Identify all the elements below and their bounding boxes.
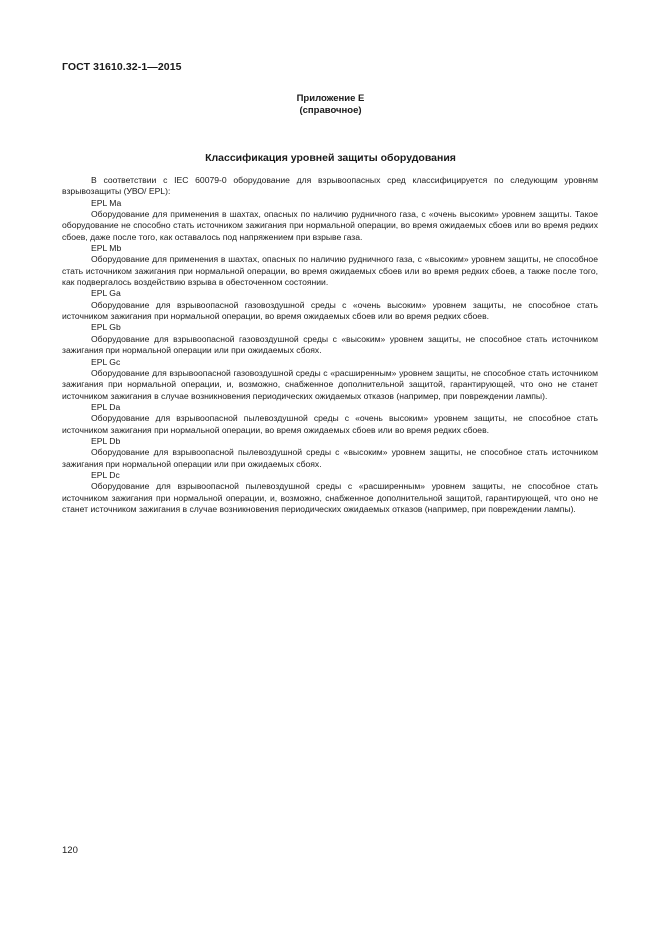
level-description: Оборудование для взрывоопасной пылевоздушной среды с «расширенным» уровнем защиты, не способное стать источником зажигания при нормальной операции, и, возможно, снабженное дополнительной защитой, гарантирующей, что оно не станет источником зажигания в случае возникновения периодических ожидаемых отказов (например, при повреждении лампы). <box>62 481 598 514</box>
level-description: Оборудование для применения в шахтах, опасных по наличию рудничного газа, с «очень высоким» уровнем защиты. Такое оборудование не способно стать источником зажигания при нормальной операции, во время ожидаемых сбоев или во время редких сбоев, даже после того, как оставалось под напряжением при взрыве газа. <box>62 209 598 242</box>
level-description: Оборудование для взрывоопасной пылевоздушной среды с «высоким» уровнем защиты, не способное стать источником зажигания при нормальной операции или при ожидаемых сбоях. <box>62 447 598 469</box>
level-description: Оборудование для применения в шахтах, опасных по наличию рудничного газа, с «высоким» уровнем защиты, не способное стать источником зажигания при нормальной операции, во время ожидаемых сбоев или во время редких сбоев, а также после того, как подвергалось воздействию взрыва в обесточенном состоянии. <box>62 254 598 288</box>
level-code: EPL Mb <box>91 243 122 254</box>
level-code: EPL Dc <box>91 469 120 480</box>
appendix-title: Приложение Е <box>296 93 365 104</box>
level-description: Оборудование для взрывоопасной пылевоздушной среды с «очень высоким» уровнем защиты, не способное стать источником зажигания при нормальной операции, во время ожидаемых сбоев или во время редких сбоев. <box>62 413 598 435</box>
level-code: EPL Gc <box>91 356 121 367</box>
document-body <box>62 175 598 515</box>
appendix-heading <box>0 93 661 117</box>
level-code: EPL Ma <box>91 197 122 208</box>
standard-code: ГОСТ 31610.32-1—2015 <box>62 61 182 73</box>
level-code: EPL Gb <box>91 322 121 333</box>
level-description: Оборудование для взрывоопасной газовоздушной среды с «очень высоким» уровнем защиты, не способное стать источником зажигания при нормальной операции, во время ожидаемых сбоев или во время редких сбоев. <box>62 299 598 322</box>
level-code: EPL Ga <box>91 288 121 299</box>
appendix-subtitle: (справочное) <box>299 105 362 116</box>
level-code: EPL Da <box>91 401 121 412</box>
level-description: Оборудование для взрывоопасной газовоздушной среды с «расширенным» уровнем защиты, не способное стать источником зажигания при нормальной операции, и, возможно, снабженное дополнительной защитой, гарантирующей, что оно не станет источником зажигания в случае возникновения периодических ожидаемых отказов (например, при повреждении лампы). <box>62 367 598 401</box>
level-description: Оборудование для взрывоопасной газовоздушной среды с «высоким» уровнем защиты, не способное стать источником зажигания при нормальной операции или при ожидаемых сбоях. <box>62 333 598 356</box>
page-number: 120 <box>62 845 78 856</box>
level-code: EPL Db <box>91 435 121 446</box>
document-title: Классификация уровней защиты оборудования <box>205 152 456 164</box>
intro-paragraph: В соответствии с IEC 60079-0 оборудование для взрывоопасных сред классифицируется по следующим уровням взрывозащиты (УВО/ EPL): <box>62 175 598 197</box>
